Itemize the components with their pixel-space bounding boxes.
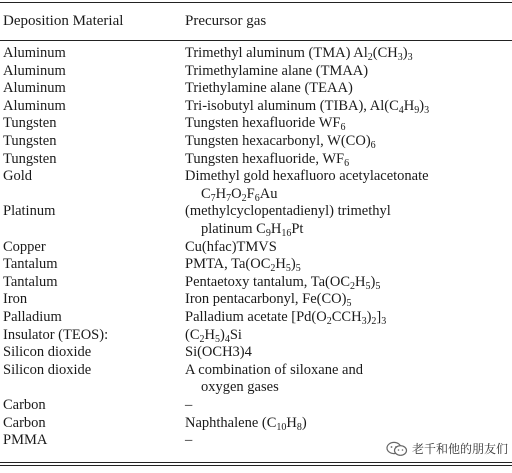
precursor-line: Triethylamine alane (TEAA) bbox=[185, 80, 353, 97]
precursor-line: Iron pentacarbonyl, $Fe(CO)_5$ bbox=[185, 291, 352, 310]
material-cell: Carbon bbox=[3, 414, 46, 431]
precursor-line: Tungsten hexafluoride $WF_6$ bbox=[185, 115, 346, 134]
precursor-cell bbox=[185, 274, 380, 292]
precursor-line: – bbox=[185, 432, 193, 449]
precursor-cell bbox=[185, 133, 376, 151]
precursor-cell bbox=[185, 45, 413, 63]
precursor-line: Pentaetoxy tantalum, $Ta(OC_2H_5)_5$ bbox=[185, 273, 381, 292]
precursor-cell bbox=[185, 115, 345, 133]
material-cell: Tantalum bbox=[3, 273, 58, 290]
table-bottom-rule-double bbox=[0, 465, 512, 466]
material-cell: Copper bbox=[3, 238, 46, 255]
precursor-line: Tungsten hexacarbonyl, $W(CO)_6$ bbox=[185, 133, 376, 151]
precursor-cell bbox=[185, 432, 192, 450]
precursor-cell bbox=[185, 256, 301, 274]
header-rule bbox=[0, 40, 512, 41]
precursor-cell bbox=[185, 168, 429, 203]
table-top-rule bbox=[0, 2, 512, 3]
precursor-line: Cu(hfac)TMVS bbox=[185, 238, 277, 255]
material-cell: Aluminum bbox=[3, 80, 66, 97]
material-cell: Palladium bbox=[3, 309, 62, 325]
precursor-cell bbox=[185, 415, 307, 433]
material-cell: Insulator (TEOS): bbox=[3, 326, 109, 343]
precursor-line: $C_7H_7O_2F_6Au$ bbox=[201, 185, 278, 204]
wechat-icon bbox=[386, 441, 408, 457]
material-cell: Platinum bbox=[3, 203, 56, 220]
material-cell: Tungsten bbox=[3, 115, 57, 132]
precursor-line: platinum $C_9H_{16}Pt$ bbox=[201, 220, 304, 239]
watermark-text: 老千和他的朋友们 bbox=[411, 442, 508, 456]
material-cell: Iron bbox=[3, 291, 28, 308]
column-header-material: Deposition Material bbox=[3, 13, 124, 29]
precursor-cell bbox=[185, 239, 277, 257]
material-cell: Aluminum bbox=[3, 62, 66, 79]
column-header-precursor: Precursor gas bbox=[185, 13, 267, 29]
precursor-line: Dimethyl gold hexafluoro acetylacetonate bbox=[185, 168, 429, 185]
precursor-cell bbox=[185, 291, 351, 309]
precursor-cell bbox=[185, 151, 349, 169]
material-cell: Tantalum bbox=[3, 256, 58, 273]
material-cell: PMMA bbox=[3, 432, 48, 449]
material-cell: Aluminum bbox=[3, 97, 66, 114]
precursor-line: Naphthalene $(C_{10}H_8)$ bbox=[185, 414, 307, 433]
precursor-cell bbox=[185, 203, 391, 238]
precursor-line: PMTA, $Ta(OC_2H_5)_5$ bbox=[185, 256, 301, 275]
material-cell: Gold bbox=[3, 168, 32, 185]
watermark bbox=[386, 440, 508, 457]
precursor-line: – bbox=[185, 397, 193, 413]
precursor-cell bbox=[185, 344, 252, 362]
material-cell: Tungsten bbox=[3, 133, 57, 149]
precursor-line: $(C_2H_5)_4Si$ bbox=[185, 326, 242, 345]
material-cell: Silicon dioxide bbox=[3, 344, 92, 361]
precursor-cell bbox=[185, 327, 242, 345]
material-cell: Carbon bbox=[3, 397, 46, 413]
precursor-line: Tungsten hexafluoride, $WF_6$ bbox=[185, 150, 350, 169]
precursor-cell bbox=[185, 98, 429, 116]
material-cell: Silicon dioxide bbox=[3, 361, 92, 378]
precursor-line: A combination of siloxane and bbox=[185, 361, 363, 378]
precursor-line: oxygen gases bbox=[201, 379, 279, 396]
precursor-cell bbox=[185, 362, 363, 397]
precursor-cell bbox=[185, 309, 386, 327]
precursor-line: Trimethyl aluminum (TMA) $Al_2(CH_3)_3$ bbox=[185, 45, 413, 63]
material-cell: Tungsten bbox=[3, 150, 57, 167]
table-bottom-rule bbox=[0, 462, 512, 463]
material-cell: Aluminum bbox=[3, 45, 66, 61]
precursor-line: Palladium acetate $[Pd(O_2CCH_3)_2]_3$ bbox=[185, 309, 387, 327]
precursor-cell bbox=[185, 63, 368, 81]
precursor-line: Si(OCH3)4 bbox=[185, 344, 252, 361]
precursor-line: (methylcyclopentadienyl) trimethyl bbox=[185, 203, 391, 220]
precursor-cell bbox=[185, 397, 192, 415]
precursor-cell bbox=[185, 80, 353, 98]
precursor-line: Tri-isobutyl aluminum (TIBA), $Al(C_4H_9)_3$ bbox=[185, 97, 430, 116]
precursor-line: Trimethylamine alane (TMAA) bbox=[185, 62, 369, 79]
